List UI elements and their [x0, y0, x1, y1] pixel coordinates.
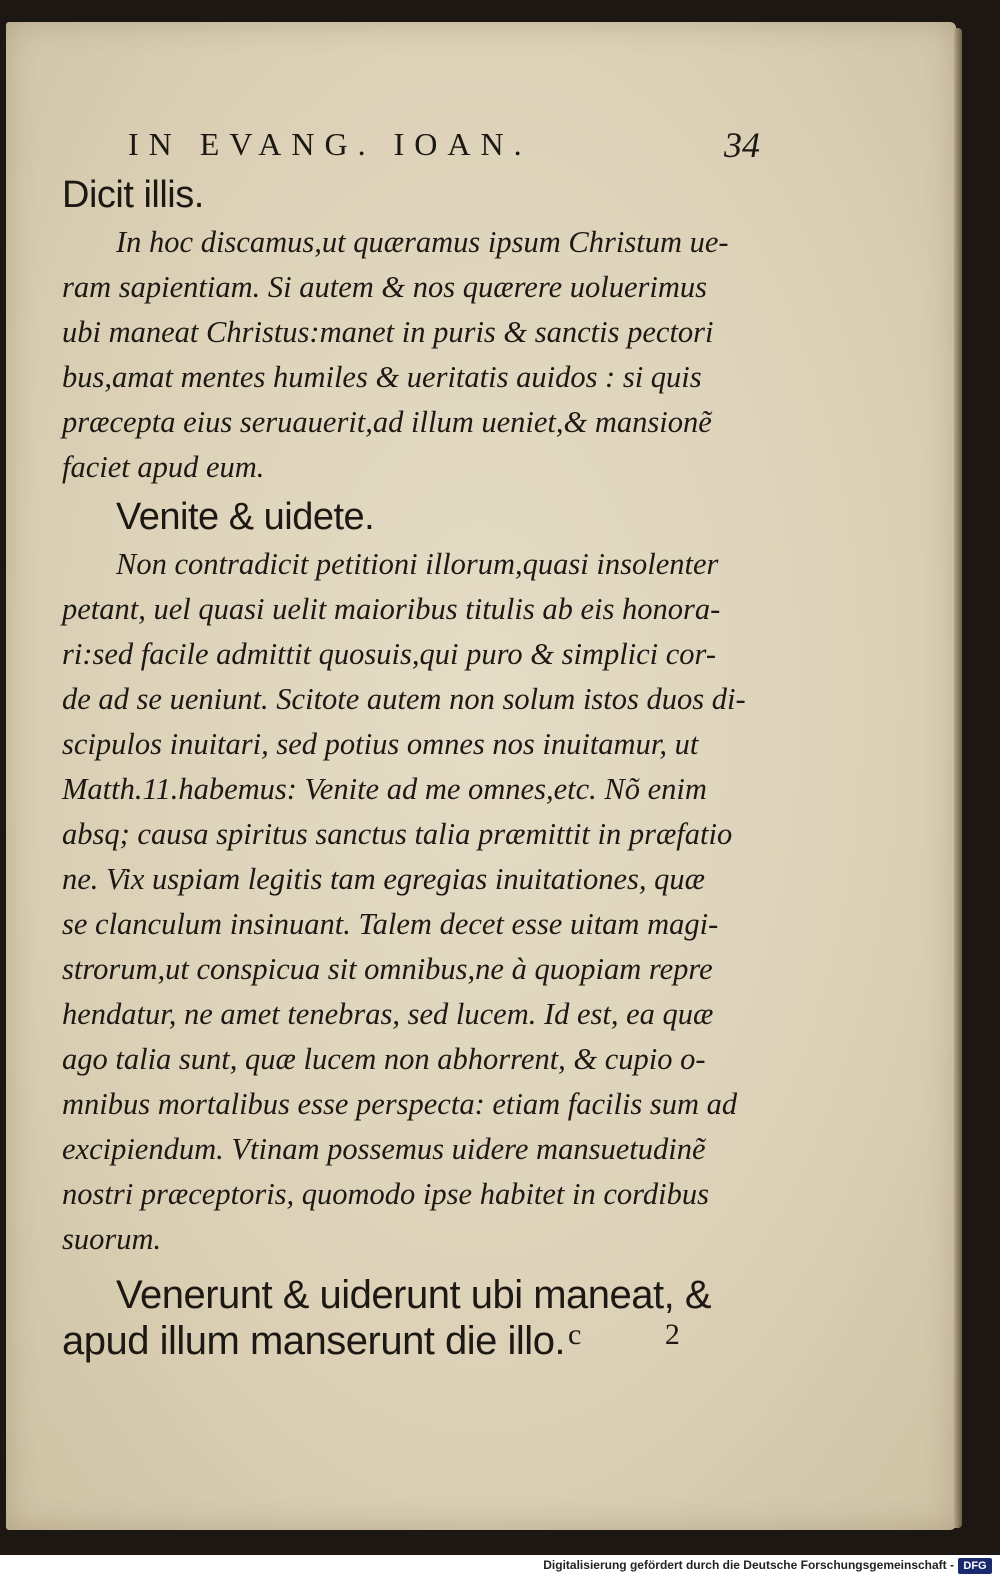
text-line: ubi maneat Christus:manet in puris & sanctis pectori — [62, 315, 714, 349]
page-edge — [954, 28, 962, 1528]
folio-number: 34 — [724, 125, 760, 165]
text-line: bus,amat mentes humiles & ueritatis auidos : si quis — [62, 360, 702, 394]
text-line: ri:sed facile admittit quosuis,qui puro & simplici cor- — [62, 637, 716, 671]
text-line: hendatur, ne amet tenebras, sed lucem. Id est, ea quæ — [62, 997, 714, 1031]
text-line: scipulos inuitari, sed potius omnes nos inuitamur, ut — [62, 727, 699, 761]
text-line: In hoc discamus,ut quæramus ipsum Christum ue- — [116, 225, 729, 259]
text-line: præcepta eius seruauerit,ad illum ueniet,& mansionẽ — [62, 405, 712, 439]
text-line: ram sapientiam. Si autem & nos quærere uoluerimus — [62, 270, 707, 304]
text-line: excipiendum. Vtinam possemus uidere mansuetudinẽ — [62, 1132, 706, 1166]
lemma-heading: apud illum manserunt die illo. — [62, 1319, 566, 1363]
text-line: nostri præceptoris, quomodo ipse habitet in cordibus — [62, 1177, 709, 1211]
running-head — [62, 120, 760, 172]
commentary-paragraph — [62, 220, 752, 490]
text-line: faciet apud eum. — [62, 450, 265, 484]
text-line: ago talia sunt, quæ lucem non abhorrent, & cupio o- — [62, 1042, 706, 1076]
lemma-heading: Dicit illis. — [62, 174, 204, 216]
text-line: absq; causa spiritus sanctus talia præmittit in præfatio — [62, 817, 733, 851]
text-line: petant, uel quasi uelit maioribus titulis ab eis honora- — [62, 592, 721, 626]
text-line: strorum,ut conspicua sit omnibus,ne à quopiam repre — [62, 952, 713, 986]
text-line: ne. Vix uspiam legitis tam egregias inuitationes, quæ — [62, 862, 705, 896]
text-line: se clanculum insinuant. Talem decet esse uitam magi- — [62, 907, 719, 941]
text-line: suorum. — [62, 1222, 162, 1256]
lemma-heading: Venite & uidete. — [116, 496, 375, 538]
signature-mark: c 2 — [568, 1318, 718, 1351]
funding-credit: Digitalisierung gefördert durch die Deutsche Forschungsgemeinschaft - — [543, 1558, 954, 1572]
footer-bar — [0, 1555, 1000, 1578]
text-line: Matth.11.habemus: Venite ad me omnes,etc. Nõ enim — [62, 772, 707, 806]
dfg-logo-icon: DFG — [958, 1558, 992, 1574]
text-line: mnibus mortalibus esse perspecta: etiam facilis sum ad — [62, 1087, 738, 1121]
text-block — [62, 120, 760, 1364]
running-title: IN EVANG. IOAN. — [128, 126, 532, 162]
commentary-paragraph — [62, 542, 752, 1262]
lemma-heading: Venerunt & uiderunt ubi maneat, & — [116, 1273, 712, 1317]
text-line: de ad se ueniunt. Scitote autem non solum istos duos di- — [62, 682, 746, 716]
text-line: Non contradicit petitioni illorum,quasi insolenter — [116, 547, 719, 581]
